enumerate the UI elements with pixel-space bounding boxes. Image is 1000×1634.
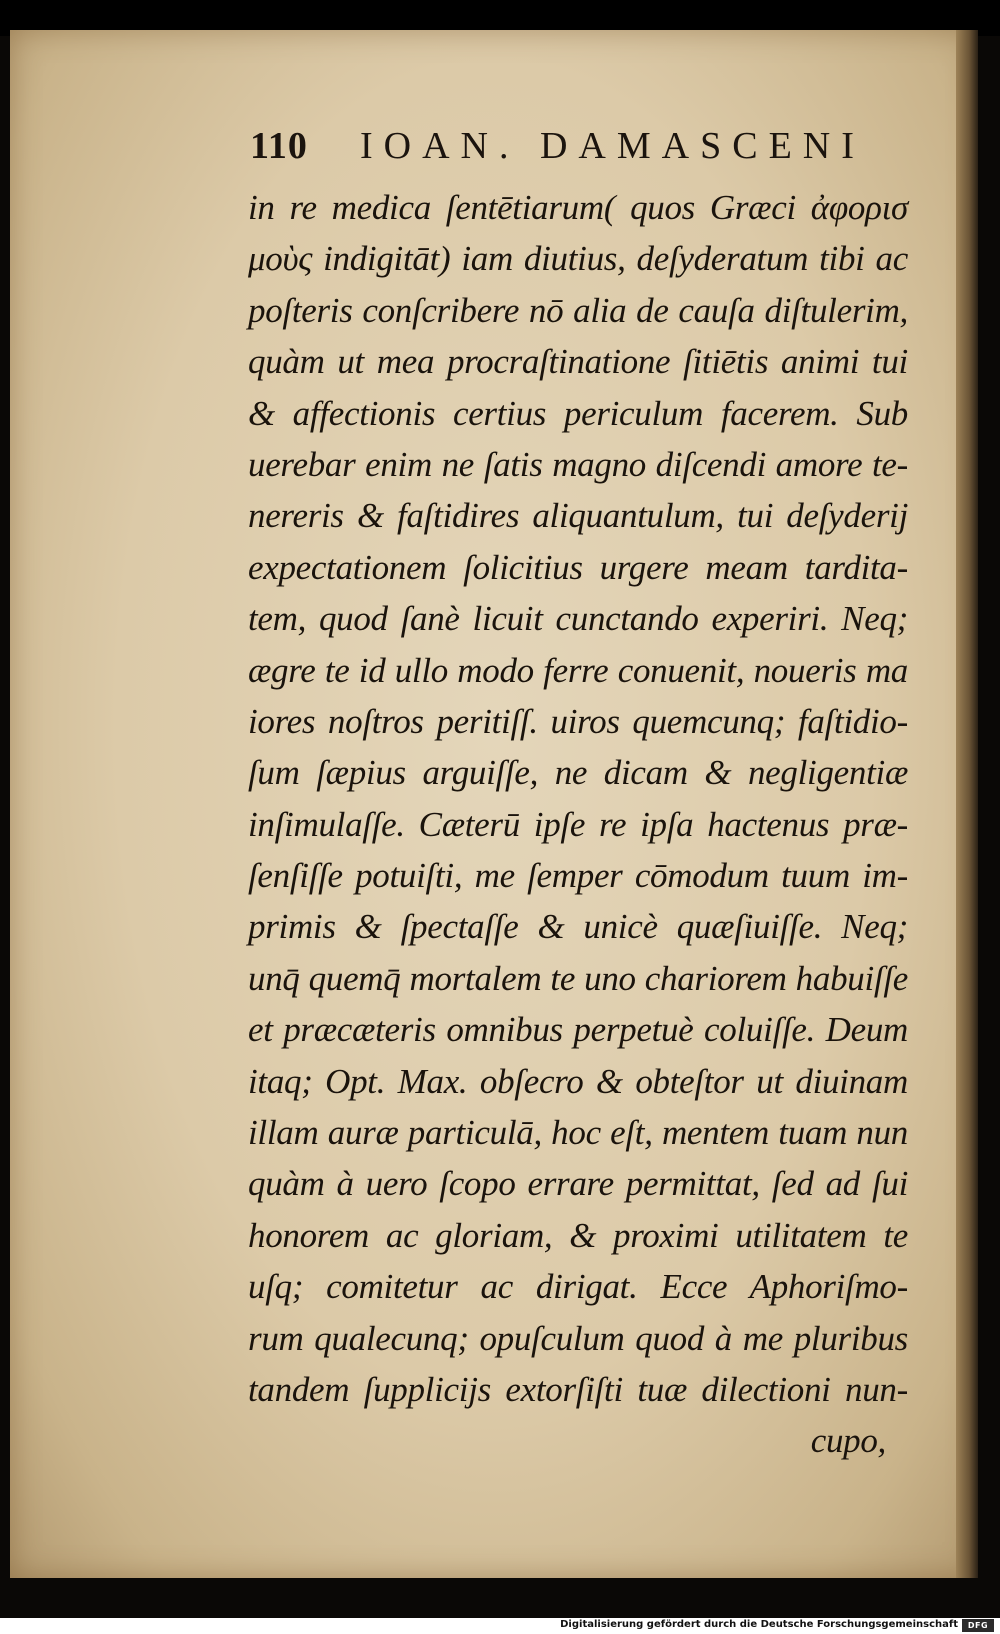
text-line: rum qualecunq; opuſculum quod à me pluribus: [248, 1318, 908, 1358]
text-line: unq̄ quemq̄ mortalem te uno chariorem habuiſſe: [248, 958, 908, 998]
text-line: μοὺς indigitāt) iam diutius, deſyderatum tibi ac: [248, 239, 908, 279]
text-line: expectationem ſolicitius urgere meam tardita-: [248, 547, 908, 587]
text-line: honorem ac gloriam, & proximi utilitatem te: [248, 1215, 908, 1255]
page-edge: [956, 30, 978, 1578]
text-line: tem, quod ſanè licuit cunctando experiri. Neq;: [248, 599, 908, 639]
text-line: et præcæteris omnibus perpetuè coluiſſe. Deum: [248, 1010, 908, 1050]
text-line: nereris & faſtidires aliquantulum, tui deſyderij: [248, 496, 908, 536]
dfg-logo: DFG: [962, 1619, 994, 1632]
text-line: ſum ſæpius arguiſſe, ne dicam & negligentiæ: [248, 753, 908, 793]
running-title: IOAN. DAMASCENI: [360, 125, 865, 167]
text-line: tandem ſupplicijs extorſiſti tuæ dilectioni nun-: [248, 1369, 908, 1409]
text-line: & affectionis certius periculum facerem. Sub: [248, 393, 908, 433]
body-text: [248, 182, 908, 1467]
text-line: ſenſiſſe potuiſti, me ſemper cōmodum tuum im-: [248, 856, 908, 896]
catchword: cupo,: [810, 1421, 886, 1461]
text-line: uſq; comitetur ac dirigat. Ecce Aphoriſmo-: [248, 1267, 908, 1307]
funding-notice: Digitalisierung gefördert durch die Deutsche Forschungsgemeinschaft: [560, 1619, 958, 1630]
text-line: quàm à uero ſcopo errare permittat, ſed ad ſui: [248, 1164, 908, 1204]
page-number: 110: [250, 125, 308, 167]
text-line: illam auræ particulā, hoc eſt, mentem tuam nun: [248, 1113, 908, 1153]
text-line: itaq; Opt. Max. obſecro & obteſtor ut diuinam: [248, 1061, 908, 1101]
text-line: quàm ut mea procraſtinatione ſitiētis animi tui: [248, 342, 908, 382]
text-line: primis & ſpectaſſe & unicè quæſiuiſſe. Neq;: [248, 907, 908, 947]
text-line: ægre te id ullo modo ferre conuenit, noueris ma: [248, 650, 908, 690]
text-line: inſimulaſſe. Cæterū ipſe re ipſa hactenus præ-: [248, 804, 908, 844]
text-line: iores noſtros peritiſſ. uiros quemcunq; faſtidio-: [248, 701, 908, 741]
text-line: in re medica ſentētiarum( quos Græci ἀφορισ: [248, 188, 908, 227]
text-line: uerebar enim ne ſatis magno diſcendi amore te-: [248, 444, 908, 484]
page-header: [250, 124, 870, 172]
text-line: poſteris conſcribere nō alia de cauſa diſtulerim,: [248, 290, 908, 330]
